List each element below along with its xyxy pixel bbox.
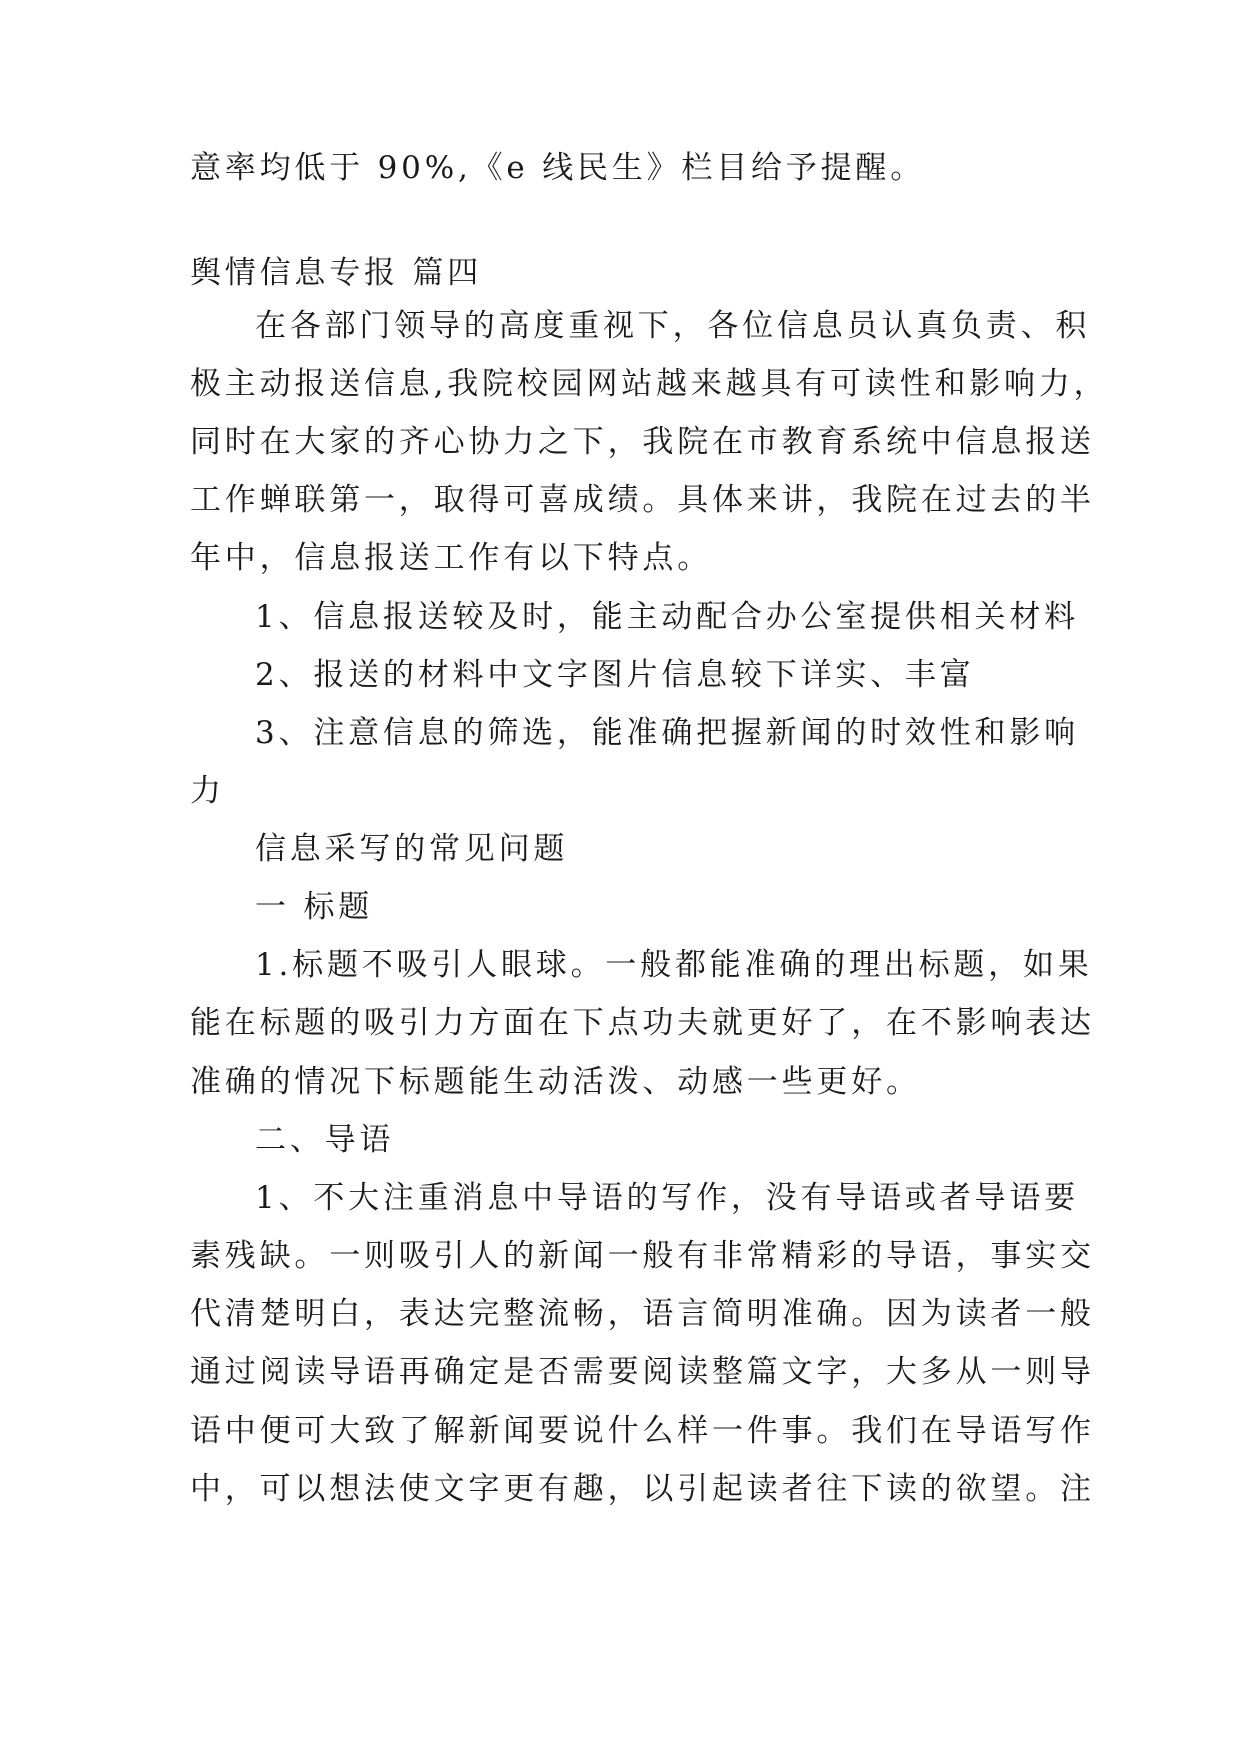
list-item: 1、信息报送较及时，能主动配合办公室提供相关材料 bbox=[255, 599, 1079, 635]
text-line: 1、不大注重消息中导语的写作，没有导语或者导语要 bbox=[255, 1180, 1079, 1216]
subheading: 二、导语 bbox=[255, 1122, 395, 1158]
text-line: 年中，信息报送工作有以下特点。 bbox=[190, 540, 712, 576]
text-line: 素残缺。一则吸引人的新闻一般有非常精彩的导语，事实交 bbox=[190, 1238, 1095, 1274]
section-heading: 舆情信息专报 篇四 bbox=[190, 255, 483, 291]
text-line: 能在标题的吸引力方面在下点功夫就更好了，在不影响表达 bbox=[190, 1005, 1095, 1041]
list-item: 2、报送的材料中文字图片信息较下详实、丰富 bbox=[255, 657, 975, 693]
text-line: 极主动报送信息,我院校园网站越来越具有可读性和影响力， bbox=[190, 366, 1109, 402]
subheading: 一 标题 bbox=[255, 889, 374, 925]
text-line: 在各部门领导的高度重视下，各位信息员认真负责、积 bbox=[255, 308, 1091, 344]
text-line: 准确的情况下标题能生动活泼、动感一些更好。 bbox=[190, 1064, 921, 1100]
text-line: 力 bbox=[190, 773, 225, 809]
text-line: 同时在大家的齐心协力之下，我院在市教育系统中信息报送 bbox=[190, 424, 1095, 460]
text-line: 意率均低于 90%,《e 线民生》栏目给予提醒。 bbox=[190, 150, 926, 186]
text-line: 工作蝉联第一，取得可喜成绩。具体来讲，我院在过去的半 bbox=[190, 482, 1095, 518]
subheading: 信息采写的常见问题 bbox=[255, 831, 569, 867]
text-line: 语中便可大致了解新闻要说什么样一件事。我们在导语写作 bbox=[190, 1413, 1095, 1449]
text-line: 中，可以想法使文字更有趣，以引起读者往下读的欲望。注 bbox=[190, 1471, 1095, 1507]
text-line: 代清楚明白，表达完整流畅，语言简明准确。因为读者一般 bbox=[190, 1296, 1095, 1332]
text-line: 通过阅读导语再确定是否需要阅读整篇文字，大多从一则导 bbox=[190, 1354, 1095, 1390]
text-line: 1.标题不吸引人眼球。一般都能准确的理出标题，如果 bbox=[255, 947, 1093, 983]
list-item: 3、注意信息的筛选，能准确把握新闻的时效性和影响 bbox=[255, 715, 1079, 751]
